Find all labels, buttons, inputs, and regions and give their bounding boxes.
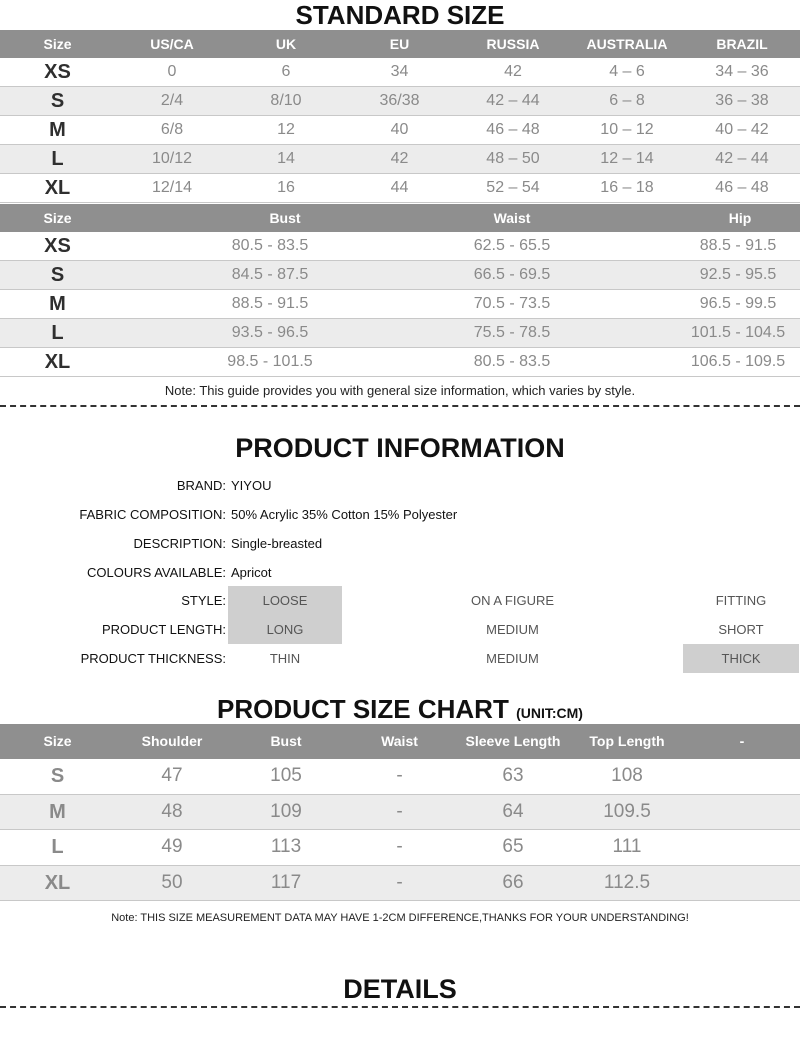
size-value: 52 – 54	[486, 179, 540, 196]
attribute-option: SHORT	[718, 622, 764, 637]
size-value: 16	[277, 179, 295, 196]
size-label: S	[50, 264, 65, 286]
size-value: 40	[390, 121, 409, 138]
size-chart-row	[0, 795, 800, 831]
size-label: XL	[44, 351, 71, 373]
measurement-value: 112.5	[603, 871, 651, 893]
measurement-value: 113	[270, 836, 302, 857]
measure-value: 88.5 - 91.5	[699, 237, 777, 254]
size-value: 48 – 50	[486, 150, 540, 167]
info-label: FABRIC COMPOSITION:	[79, 507, 226, 522]
size-value: 8/10	[270, 92, 302, 109]
attribute-label: PRODUCT LENGTH:	[102, 622, 226, 637]
size-chart-header	[0, 724, 800, 759]
measurement-value: -	[396, 836, 403, 857]
conversion-table-header	[0, 30, 800, 58]
measure-value: 106.5 - 109.5	[690, 353, 786, 370]
size-label: L	[51, 836, 64, 858]
measurement-value: 49	[161, 836, 183, 857]
attribute-option: MEDIUM	[486, 622, 539, 637]
attribute-option: THIN	[269, 651, 301, 666]
size-label: M	[49, 293, 66, 315]
measure-value: 88.5 - 91.5	[231, 295, 309, 312]
size-label: S	[50, 765, 65, 787]
info-value: Apricot	[231, 565, 272, 580]
size-value: 12/14	[151, 179, 193, 196]
attribute-label: STYLE:	[181, 593, 226, 608]
size-label: L	[51, 322, 64, 344]
header-australia: AUSTRALIA	[586, 36, 668, 52]
measure-value: 92.5 - 95.5	[699, 266, 777, 283]
attribute-option: LOOSE	[228, 586, 342, 615]
measure-value: 93.5 - 96.5	[231, 324, 309, 341]
measurement-value: 48	[161, 800, 183, 822]
header-russia: RUSSIA	[486, 36, 540, 52]
header-hip: Hip	[728, 210, 752, 226]
size-value: 42 – 44	[486, 92, 540, 109]
attribute-option: FITTING	[715, 593, 767, 608]
size-label: XS	[44, 235, 71, 257]
measurement-value: -	[396, 765, 403, 786]
size-value: 46 – 48	[715, 179, 769, 196]
header-shoulder: Shoulder	[141, 733, 203, 749]
product-info-title: PRODUCT INFORMATION	[235, 433, 565, 463]
size-chart-note: Note: THIS SIZE MEASUREMENT DATA MAY HAVE 1-2CM DIFFERENCE,THANKS FOR YOUR UNDERSTANDING!	[111, 912, 689, 924]
size-value: 14	[277, 150, 295, 167]
size-value: 2/4	[160, 92, 184, 109]
size-value: 6/8	[160, 121, 184, 138]
size-value: 4 – 6	[609, 63, 645, 80]
size-value: 36 – 38	[715, 92, 769, 109]
size-label: XL	[44, 871, 71, 894]
size-label: M	[49, 119, 66, 141]
size-value: 34 – 36	[715, 63, 769, 80]
size-value: 6	[281, 63, 291, 80]
header-uk: UK	[275, 36, 297, 52]
size-chart-unit: (UNIT:CM)	[516, 705, 583, 721]
size-chart-row	[0, 759, 800, 795]
size-chart-row	[0, 830, 800, 866]
measurement-value: 65	[502, 836, 524, 857]
size-chart-row	[0, 866, 800, 902]
size-value: 0	[167, 63, 177, 80]
size-chart-title: PRODUCT SIZE CHART	[217, 694, 509, 724]
header-bust: Bust	[269, 210, 301, 226]
measure-value: 80.5 - 83.5	[473, 353, 551, 370]
size-value: 10/12	[151, 150, 193, 167]
conversion-row	[0, 174, 800, 203]
body-measure-row	[0, 290, 800, 319]
body-measure-row	[0, 261, 800, 290]
conversion-row	[0, 145, 800, 174]
info-label: DESCRIPTION:	[133, 536, 226, 551]
size-value: 42	[504, 63, 522, 80]
size-label: XS	[44, 61, 71, 83]
attribute-label: PRODUCT THICKNESS:	[80, 651, 226, 666]
size-value: 6 – 8	[609, 92, 645, 109]
body-measure-row	[0, 232, 800, 261]
divider	[0, 405, 800, 407]
size-value: 42	[390, 150, 409, 167]
measurement-value: 105	[270, 765, 302, 786]
info-value: Single-breasted	[231, 536, 323, 551]
measure-value: 84.5 - 87.5	[231, 266, 309, 283]
header-waist: Waist	[381, 733, 418, 749]
size-value: 36/38	[379, 92, 420, 109]
standard-size-title: STANDARD SIZE	[295, 0, 505, 30]
body-measure-table-header	[0, 204, 800, 232]
info-label: COLOURS AVAILABLE:	[87, 565, 226, 580]
size-value: 12 – 14	[600, 150, 654, 167]
info-label: BRAND:	[176, 478, 226, 493]
header-top-length: Top Length	[589, 733, 665, 749]
body-measure-row	[0, 319, 800, 348]
measure-value: 98.5 - 101.5	[227, 353, 313, 370]
measurement-value: 108	[611, 765, 643, 786]
body-measure-row	[0, 348, 800, 377]
measure-value: 101.5 - 104.5	[690, 324, 786, 341]
measurement-value: 109	[270, 800, 302, 822]
info-value: 50% Acrylic 35% Cotton 15% Polyester	[231, 507, 458, 522]
header-eu: EU	[389, 36, 410, 52]
header-size: Size	[43, 36, 72, 52]
measure-value: 80.5 - 83.5	[231, 237, 309, 254]
size-value: 16 – 18	[600, 179, 654, 196]
divider	[0, 1006, 800, 1008]
attribute-option: LONG	[228, 615, 342, 644]
conversion-row	[0, 116, 800, 145]
attribute-option: ON A FIGURE	[470, 593, 555, 608]
header-bust: Bust	[270, 733, 302, 749]
info-value: YIYOU	[231, 478, 272, 493]
measurement-value: 66	[502, 871, 524, 893]
measurement-value: 111	[612, 836, 642, 857]
size-label: S	[50, 90, 65, 112]
conversion-row	[0, 87, 800, 116]
header-us-ca: US/CA	[150, 36, 194, 52]
measurement-value: -	[396, 871, 403, 893]
measure-value: 96.5 - 99.5	[699, 295, 777, 312]
measure-value: 75.5 - 78.5	[473, 324, 551, 341]
standard-size-note: Note: This guide provides you with general size information, which varies by style.	[164, 383, 636, 398]
attribute-option: MEDIUM	[486, 651, 539, 666]
measurement-value: 50	[161, 871, 183, 893]
size-value: 46 – 48	[486, 121, 540, 138]
size-value: 12	[277, 121, 295, 138]
measure-value: 66.5 - 69.5	[473, 266, 551, 283]
size-value: 34	[390, 63, 409, 80]
measurement-value: 47	[161, 765, 183, 786]
measurement-value: 64	[502, 800, 524, 822]
measurement-value: 109.5	[603, 800, 651, 822]
header-brazil: BRAZIL	[716, 36, 768, 52]
size-value: 40 – 42	[715, 121, 769, 138]
size-label: XL	[44, 177, 71, 199]
header-extra: -	[739, 733, 745, 749]
attribute-option: THICK	[683, 644, 799, 673]
measurement-value: 117	[270, 871, 302, 893]
measurement-value: -	[396, 800, 403, 822]
size-value: 10 – 12	[600, 121, 654, 138]
size-value: 44	[390, 179, 409, 196]
size-label: L	[51, 148, 64, 170]
measure-value: 70.5 - 73.5	[473, 295, 551, 312]
measure-value: 62.5 - 65.5	[473, 237, 551, 254]
details-title: DETAILS	[343, 974, 457, 1004]
header-waist: Waist	[493, 210, 531, 226]
header-sleeve-length: Sleeve Length	[465, 733, 561, 749]
size-label: M	[49, 800, 66, 823]
conversion-row	[0, 58, 800, 87]
size-value: 42 – 44	[715, 150, 769, 167]
header-size: Size	[43, 733, 72, 749]
header-size: Size	[43, 210, 72, 226]
measurement-value: 63	[502, 765, 524, 786]
